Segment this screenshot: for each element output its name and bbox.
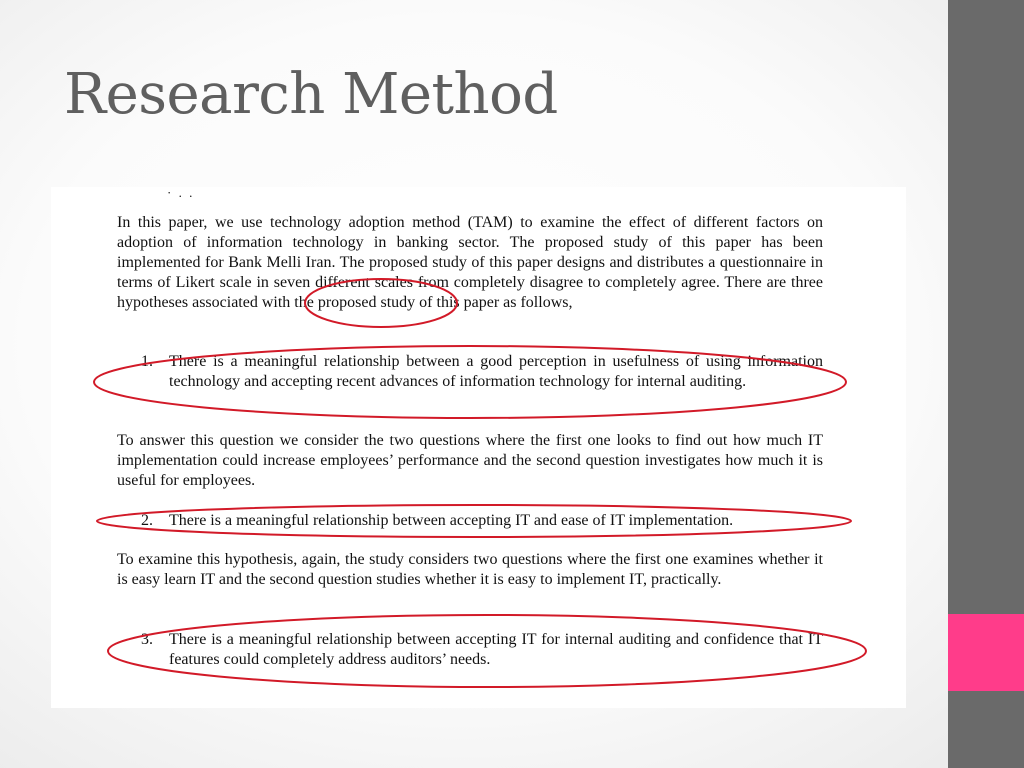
slide-accent-block [948, 614, 1024, 691]
hypothesis-3-number: 3. [141, 631, 153, 648]
hypothesis-1-number: 1. [141, 353, 153, 370]
hypothesis-2-number: 2. [141, 512, 153, 529]
hypothesis-1-explanation: To answer this question we consider the two questions where the first one looks to find out how much IT implementation could increase employees’ performance and the second question investigates how much it is useful for employees. [117, 432, 823, 489]
slide-title: Research Method [64, 62, 558, 127]
hypothesis-2-explanation: To examine this hypothesis, again, the study considers two questions where the first one examines whether it is easy learn IT and the second question studies whether it is easy to implement IT, practically. [117, 551, 823, 588]
intro-paragraph: In this paper, we use technology adoption method (TAM) to examine the effect of different factors on adoption of information technology in banking sector. The proposed study of this paper has been implemented for Bank Melli Iran. The proposed study of this paper designs and distributes a questionnaire in terms of Likert scale in seven different scales from completely disagree to completely agree. There are three hypotheses associated with the proposed study of this paper as follows, [117, 214, 823, 311]
cropped-text-fragment: · . . [167, 187, 195, 200]
hypothesis-1-text: There is a meaningful relationship between a good perception in usefulness of using information technology and accepting recent advances of information technology for internal auditing. [169, 353, 823, 390]
hypothesis-3-text: There is a meaningful relationship between accepting IT for internal auditing and confidence that IT features could completely address auditors’ needs. [169, 631, 823, 668]
document-excerpt-image [51, 187, 906, 708]
hypothesis-2-text: There is a meaningful relationship between accepting IT and ease of IT implementation. [169, 512, 734, 529]
